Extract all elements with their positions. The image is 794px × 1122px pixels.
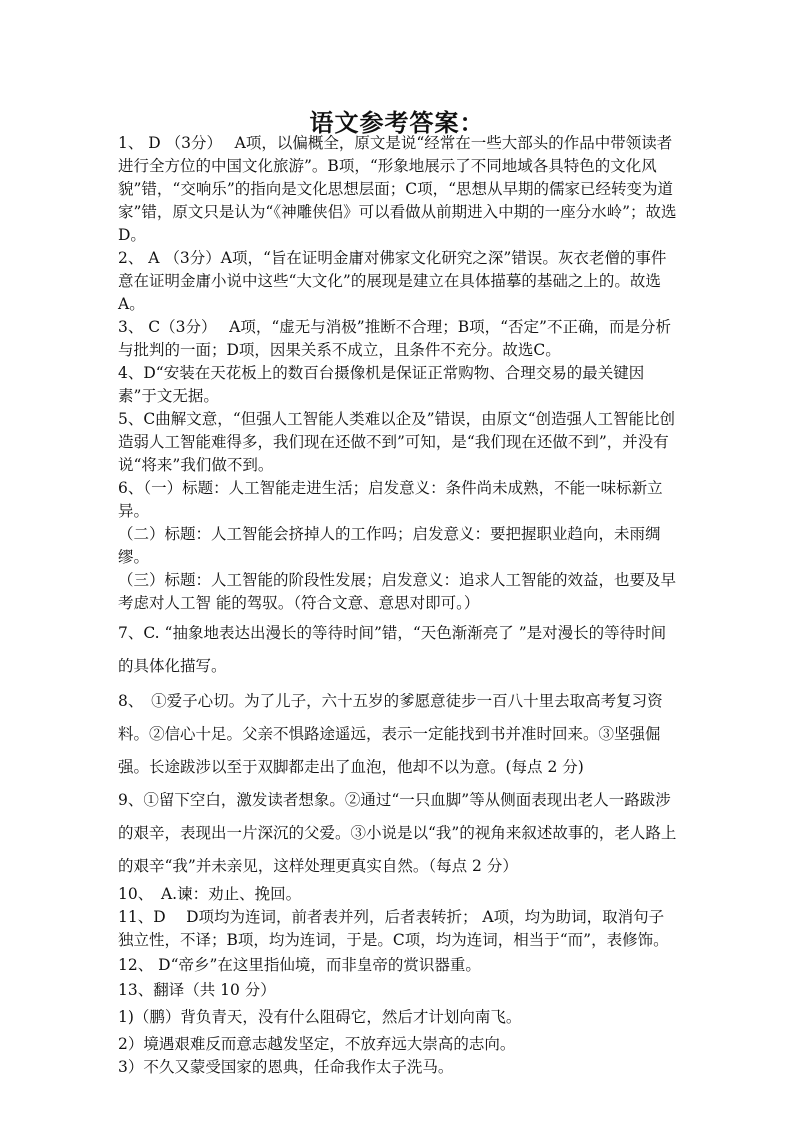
answer-text: 6、（一）标题：人工智能走进生活；启发意义：条件尚未成熟，不能一味标新立异。 [118, 479, 663, 520]
answer-item-2 [118, 247, 678, 316]
answer-text: 2）境遇艰难反而意志越发坚定，不放弃远大崇高的志向。 [118, 1035, 516, 1053]
answer-text: 13、翻译（共 10 分） [118, 981, 276, 999]
translation-item-3 [118, 1056, 678, 1079]
answer-text: 7、C. “抽象地表达出漫长的等待时间”错，“天色渐渐亮了 ”是对漫长的等待时间的具体化描写。 [118, 624, 667, 675]
answer-item-6-part-3 [118, 569, 678, 615]
answer-text: 5、C曲解文意，“但强人工智能人类难以企及”错误，由原文“创造强人工智能比创造弱人工智能难得多，我们现在还做不到”可知，是“我们现在还做不到”，并没有说“将来”我们做不到。 [118, 410, 675, 474]
answer-item-5 [118, 408, 678, 477]
answer-item-8 [118, 685, 678, 784]
answer-item-6-part-2 [118, 523, 678, 569]
answer-item-13-heading [118, 979, 678, 1002]
answer-item-3 [118, 316, 678, 362]
answer-text: （二）标题：人工智能会挤掉人的工作吗；启发意义：要把握职业趋向，未雨绸缪。 [118, 525, 661, 566]
answer-text: 1、 D （3分） A项，以偏概全，原文是说“经常在一些大部头的作品中带领读者进行全方位的中国文化旅游”。B项，“形象地展示了不同地域各具特色的文化风貌”错，“交响乐”的指向是文化思想层面；C项，“思想从早期的儒家已经转变为道家”错，原文只是认为“《神雕侠侣》可以看做从前期进入中期的一座分水岭”；故选D。 [118, 134, 677, 244]
answer-text: 2、 A （3分）A项，“旨在证明金庸对佛家文化研究之深”错误。灰衣老僧的事件意在证明金庸小说中这些“大文化”的展现是建立在具体描摹的基础之上的。故选A。 [118, 249, 667, 313]
answer-item-4 [118, 362, 678, 408]
answer-text: 11、D D项均为连词，前者表并列，后者表转折； A项，均为助词，取消句子独立性，不译；B项，均为连词，于是。C项，均为连词，相当于“而”，表修饰。 [118, 908, 669, 949]
answer-text: （三）标题：人工智能的阶段性发展；启发意义：追求人工智能的效益，也要及早考虑对人工智 能的驾驭。（符合文意、意思对即可。） [118, 571, 677, 612]
translation-item-1 [118, 1006, 678, 1029]
answer-item-1 [118, 132, 678, 247]
answer-item-9 [118, 784, 678, 883]
answer-item-12 [118, 954, 678, 977]
answer-list [118, 132, 678, 1079]
answer-text: 12、 D“帝乡”在这里指仙境，而非皇帝的赏识器重。 [118, 956, 481, 974]
answer-item-10 [118, 883, 678, 906]
answer-text: 8、 ①爱子心切。为了儿子，六十五岁的爹愿意徒步一百八十里去取高考复习资料。②信心十足。父亲不惧路途遥远，表示一定能找到书并准时回来。③坚强倔强。长途跋涉以至于双脚都走出了血泡，他却不以为意。(每点 2 分) [118, 692, 663, 776]
answer-text: 3）不久又蒙受国家的恩典，任命我作太子洗马。 [118, 1058, 454, 1076]
answer-text: 1)（鹏）背负青天，没有什么阻碍它，然后才计划向南飞。 [118, 1008, 522, 1026]
answer-text: 3、 C（3分） A项，“虚无与消极”推断不合理；B项，“否定”不正确，而是分析与批判的一面；D项，因果关系不成立，且条件不充分。故选C。 [118, 318, 671, 359]
translation-item-2 [118, 1033, 678, 1056]
answer-item-6-part-1 [118, 477, 678, 523]
page-title: 语文参考答案： [309, 109, 485, 137]
answer-item-11 [118, 906, 678, 952]
answer-text: 4、D“安装在天花板上的数百台摄像机是保证正常购物、合理交易的最关键因素”于文无据。 [118, 364, 645, 405]
answer-text: 9、①留下空白，激发读者想象。②通过“一只血脚”等从侧面表现出老人一路跋涉的艰辛，表现出一片深沉的父爱。③小说是以“我”的视角来叙述故事的，老人路上的艰辛“我”并未亲见，这样处理更真实自然。（每点 2 分） [118, 791, 677, 875]
answer-text: 10、 A.谏：劝止、挽回。 [118, 885, 302, 903]
answer-item-7 [118, 617, 678, 683]
